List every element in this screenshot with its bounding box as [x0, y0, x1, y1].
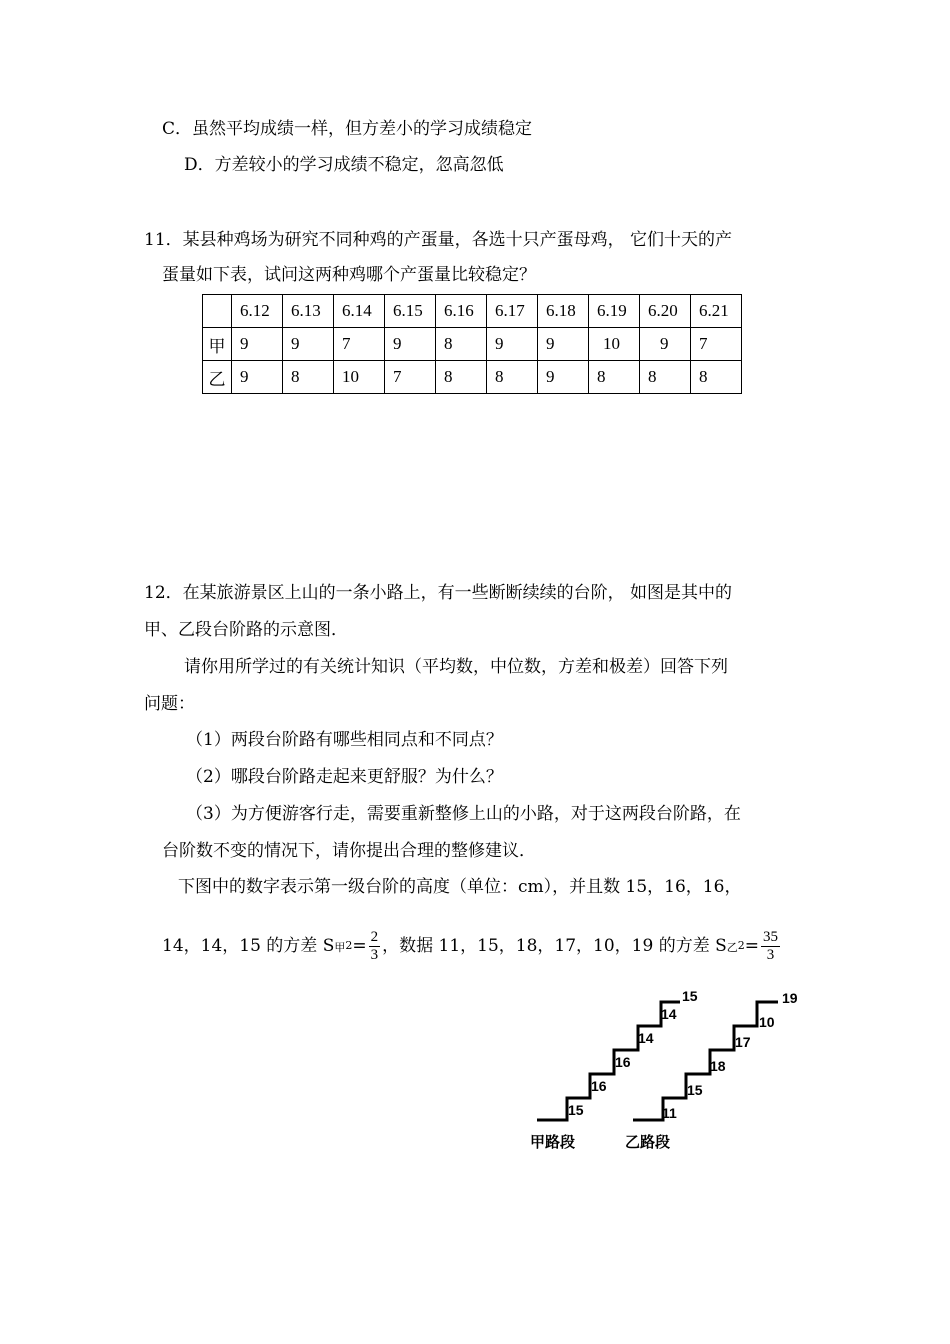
- stair-height-yi: 18: [710, 1058, 726, 1074]
- fraction-numerator: 35: [763, 929, 779, 945]
- stair-height-jia: 16: [591, 1078, 607, 1094]
- table-header-cell: 6.21: [691, 295, 742, 328]
- variance-text-a: 14，14，15 的方差 S: [162, 936, 335, 956]
- option-c: C．虽然平均成绩一样，但方差小的学习成绩稳定: [162, 119, 533, 139]
- table-header-cell: 6.17: [487, 295, 538, 328]
- table-header-cell: 6.19: [589, 295, 640, 328]
- table-cell: 7: [691, 328, 742, 361]
- row-label-yi: 乙: [203, 361, 232, 394]
- fraction-denominator: 3: [370, 947, 379, 963]
- table-header-cell: 6.15: [385, 295, 436, 328]
- q11-line2: 蛋量如下表，试问这两种鸡哪个产蛋量比较稳定？: [162, 265, 536, 285]
- superscript-2: 2: [345, 939, 353, 952]
- table-corner-cell: [203, 295, 232, 328]
- table-header-cell: 6.13: [283, 295, 334, 328]
- stairs-yi-label: 乙路段: [625, 1134, 671, 1151]
- table-cell: 8: [640, 361, 691, 394]
- stair-height-yi: 15: [687, 1082, 703, 1098]
- stair-height-jia: 14: [638, 1030, 654, 1046]
- q12-line4: 问题：: [144, 694, 195, 714]
- stair-height-yi: 11: [662, 1105, 677, 1121]
- table-cell: 9: [385, 328, 436, 361]
- table-cell: 9: [640, 328, 691, 361]
- table-header-cell: 6.12: [232, 295, 283, 328]
- subscript-yi: 乙: [726, 941, 738, 954]
- table-cell: 9: [538, 328, 589, 361]
- table-header-cell: 6.18: [538, 295, 589, 328]
- q11-line1: 11．某县种鸡场为研究不同种鸡的产蛋量，各选十只产蛋母鸡， 它们十天的产: [144, 230, 733, 250]
- equals-sign: =: [352, 936, 367, 956]
- table-cell: 8: [691, 361, 742, 394]
- fraction-numerator: 2: [370, 929, 379, 945]
- q12-line3: 请你用所学过的有关统计知识（平均数，中位数，方差和极差）回答下列: [184, 657, 728, 677]
- q12-sub2: （2）哪段台阶路走起来更舒服？为什么？: [186, 767, 503, 787]
- table-cell: 9: [232, 328, 283, 361]
- table-header-cell: 6.16: [436, 295, 487, 328]
- option-d: D．方差较小的学习成绩不稳定，忽高忽低: [184, 155, 504, 175]
- fraction-thirtyfive-thirds: [761, 929, 780, 964]
- table-cell: 8: [283, 361, 334, 394]
- table-header-cell: 6.20: [640, 295, 691, 328]
- egg-yield-table: [202, 294, 742, 394]
- q12-line1: 12．在某旅游景区上山的一条小路上，有一些断断续续的台阶， 如图是其中的: [144, 583, 733, 603]
- stair-height-jia: 15: [568, 1102, 584, 1118]
- stair-height-yi: 19: [782, 990, 798, 1006]
- table-cell: 9: [487, 328, 538, 361]
- variance-text-b: ，数据 11，15，18，17，10，19 的方差 S: [382, 936, 727, 956]
- stair-height-yi: 10: [759, 1014, 775, 1030]
- fraction-denominator: 3: [766, 947, 775, 963]
- table-cell: 10: [589, 328, 640, 361]
- equals-sign: =: [744, 936, 760, 956]
- staircase-diagram: [530, 980, 820, 1160]
- fraction-two-thirds: [369, 929, 381, 964]
- table-cell: 8: [589, 361, 640, 394]
- stair-height-yi: 17: [735, 1034, 751, 1050]
- subscript-jia: 甲: [334, 941, 346, 954]
- table-header-cell: 6.14: [334, 295, 385, 328]
- table-row: [203, 328, 742, 361]
- table-cell: 7: [385, 361, 436, 394]
- superscript-2: 2: [737, 939, 745, 952]
- q12-note1: 下图中的数字表示第一级台阶的高度（单位：cm），并且数 15，16，16，: [178, 877, 742, 897]
- row-label-jia: 甲: [203, 328, 232, 361]
- table-cell: 8: [436, 328, 487, 361]
- q12-line2: 甲、乙段台阶路的示意图．: [144, 620, 348, 640]
- stairs-jia-label: 甲路段: [530, 1134, 576, 1151]
- stairs-yi-outline: [633, 1002, 778, 1120]
- stair-height-jia: 16: [615, 1054, 631, 1070]
- table-cell: 7: [334, 328, 385, 361]
- table-cell: 9: [283, 328, 334, 361]
- table-cell: 8: [436, 361, 487, 394]
- q12-sub3a: （3）为方便游客行走，需要重新整修上山的小路，对于这两段台阶路，在: [186, 804, 741, 824]
- q12-sub3b: 台阶数不变的情况下，请你提出合理的整修建议．: [162, 841, 536, 861]
- table-cell: 9: [232, 361, 283, 394]
- table-header-row: [203, 295, 742, 328]
- stairs-jia-outline: [537, 1002, 680, 1120]
- stair-height-jia: 14: [661, 1006, 677, 1022]
- table-cell: 8: [487, 361, 538, 394]
- table-cell: 10: [334, 361, 385, 394]
- q12-variance-line: [162, 922, 782, 972]
- table-row: [203, 361, 742, 394]
- table-cell: 9: [538, 361, 589, 394]
- stair-height-jia: 15: [682, 988, 698, 1004]
- q12-sub1: （1）两段台阶路有哪些相同点和不同点？: [186, 730, 503, 750]
